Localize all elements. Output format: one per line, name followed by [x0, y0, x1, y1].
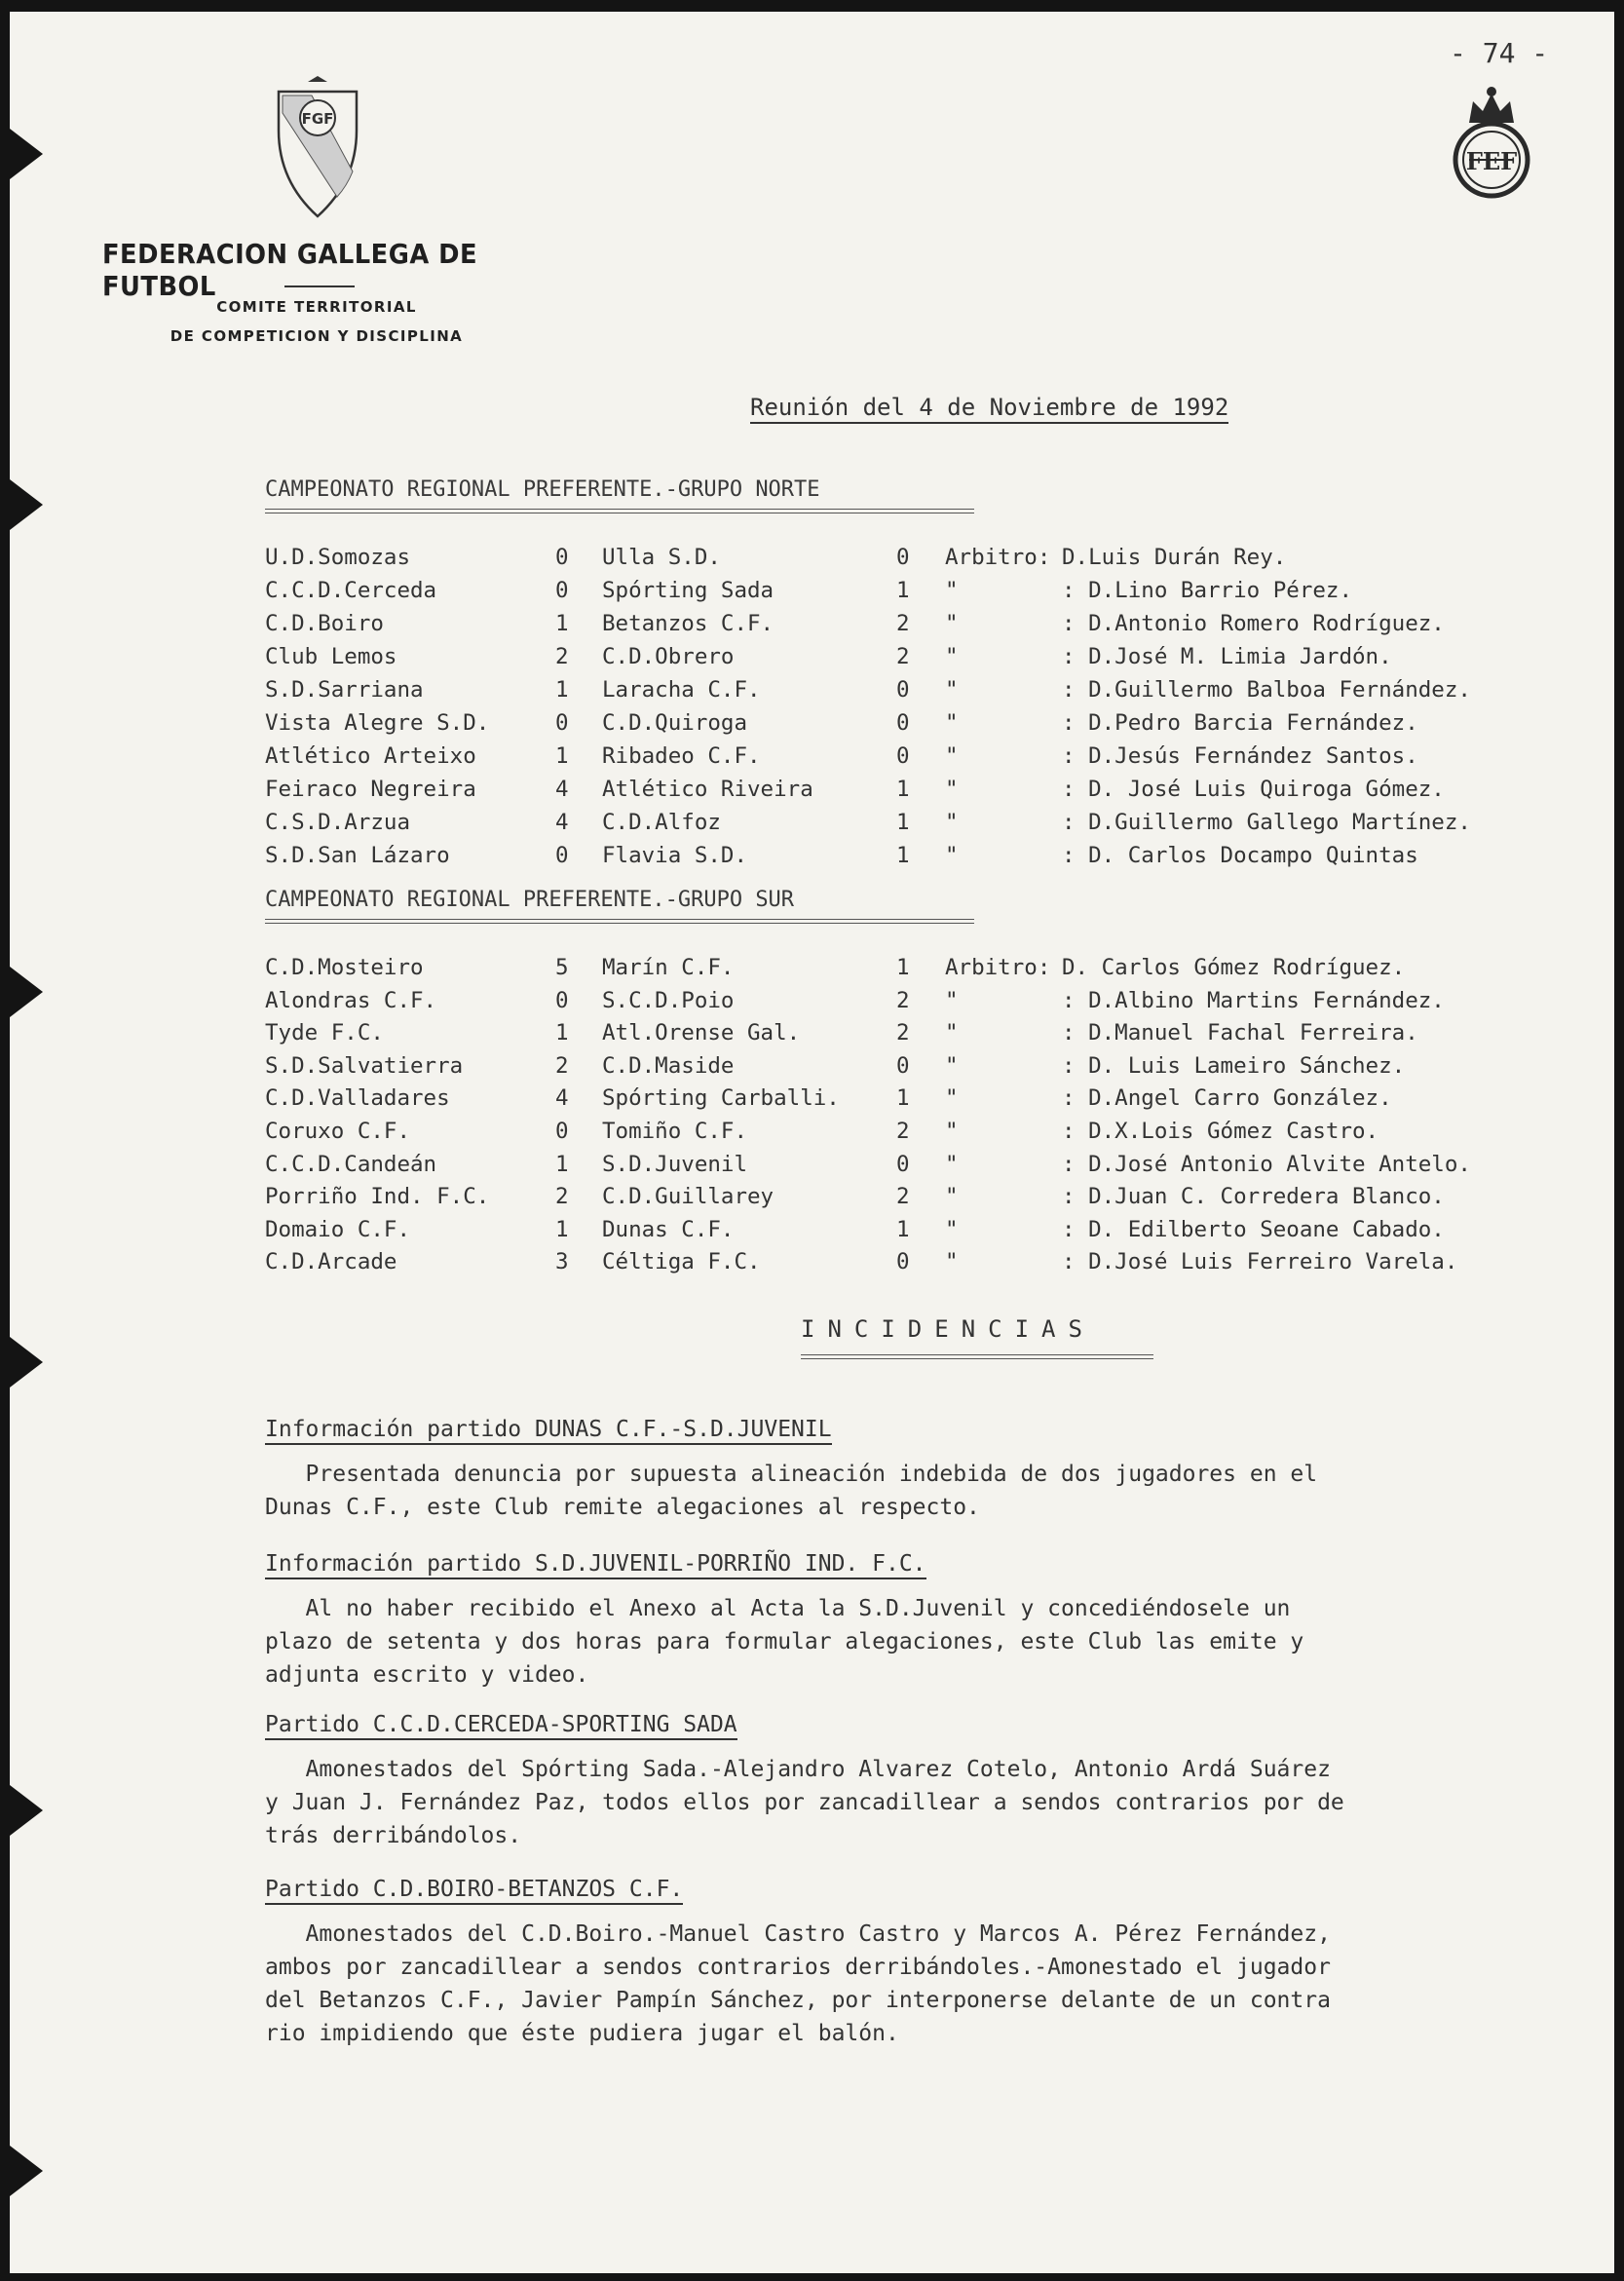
incident-text-line: trás derribándolos.: [265, 1823, 522, 1848]
arbitro-label: ": [945, 1216, 959, 1242]
away-team: Céltiga F.C.: [602, 1249, 761, 1275]
referee-name: D.Luis Durán Rey.: [1062, 545, 1287, 570]
away-team: C.D.Guillarey: [602, 1184, 774, 1210]
home-score: 1: [555, 1151, 569, 1177]
home-team: C.C.D.Cerceda: [265, 578, 437, 603]
home-team: C.D.Mosteiro: [265, 955, 424, 980]
away-score: 1: [896, 843, 910, 868]
torn-edge: [10, 967, 43, 1017]
home-team: C.D.Arcade: [265, 1249, 397, 1275]
referee-name: : D.Juan C. Corredera Blanco.: [1062, 1184, 1445, 1210]
torn-edge: [10, 479, 43, 530]
header-divider: [284, 285, 355, 287]
home-score: 2: [555, 1184, 569, 1210]
incident-heading: Información partido DUNAS C.F.-S.D.JUVENIL: [265, 1417, 832, 1445]
referee-name: : D.Manuel Fachal Ferreira.: [1062, 1020, 1418, 1046]
referee-name: : D.Jesús Fernández Santos.: [1062, 743, 1418, 769]
home-score: 0: [555, 710, 569, 736]
away-score: 0: [896, 1249, 910, 1275]
incident-text-line: rio impidiendo que éste pudiera jugar el balón.: [265, 2021, 899, 2046]
home-team: Alondras C.F.: [265, 987, 437, 1013]
home-score: 4: [555, 810, 569, 835]
federation-name: FEDERACION GALLEGA DE FUTBOL: [102, 238, 478, 302]
home-score: 1: [555, 743, 569, 769]
home-score: 1: [555, 611, 569, 636]
away-team: Spórting Sada: [602, 578, 774, 603]
home-team: S.D.Salvatierra: [265, 1052, 464, 1079]
home-team: U.D.Somozas: [265, 545, 411, 570]
incident-text-line: adjunta escrito y video.: [265, 1662, 589, 1688]
referee-name: : D. Luis Lameiro Sánchez.: [1062, 1052, 1406, 1079]
arbitro-label: ": [945, 1184, 959, 1210]
away-score: 1: [896, 1085, 910, 1112]
away-team: Spórting Carballi.: [602, 1085, 840, 1112]
home-team: C.C.D.Candeán: [265, 1151, 437, 1177]
away-score: 2: [896, 1184, 910, 1210]
referee-name: : D. José Luis Quiroga Gómez.: [1062, 777, 1445, 802]
home-score: 0: [555, 578, 569, 603]
home-score: 0: [555, 545, 569, 570]
referee-name: : D.José M. Limia Jardón.: [1062, 644, 1392, 669]
away-score: 2: [896, 644, 910, 669]
logo-monogram: FGF: [301, 110, 334, 128]
referee-name: : D.José Luis Ferreiro Varela.: [1062, 1249, 1458, 1275]
referee-name: : D.Albino Martins Fernández.: [1062, 987, 1445, 1013]
crest-monogram: FEF: [1465, 147, 1518, 175]
away-team: Atlético Riveira: [602, 777, 813, 802]
incident-text-line: y Juan J. Fernández Paz, todos ellos por zancadillear a sendos contrarios por de: [265, 1790, 1344, 1815]
incident-text-line: ambos por zancadillear a sendos contrarios derribándoles.-Amonestado el jugador: [265, 1955, 1331, 1980]
referee-name: : D.José Antonio Alvite Antelo.: [1062, 1151, 1471, 1177]
home-team: Porriño Ind. F.C.: [265, 1184, 490, 1210]
arbitro-label: ": [945, 987, 959, 1013]
referee-name: : D.Pedro Barcia Fernández.: [1062, 710, 1418, 736]
arbitro-label: ": [945, 710, 959, 736]
away-score: 0: [896, 1151, 910, 1177]
away-team: Atl.Orense Gal.: [602, 1020, 801, 1046]
home-score: 1: [555, 1216, 569, 1242]
arbitro-label: ": [945, 743, 959, 769]
incident-heading: Información partido S.D.JUVENIL-PORRIÑO IND. F.C.: [265, 1551, 926, 1579]
away-team: S.C.D.Poio: [602, 987, 735, 1013]
home-team: Domaio C.F.: [265, 1216, 411, 1242]
away-score: 1: [896, 1216, 910, 1242]
home-score: 1: [555, 1020, 569, 1046]
committee-line-1: COMITE TERRITORIAL: [216, 298, 417, 316]
arbitro-label: Arbitro:: [945, 545, 1051, 570]
away-score: 0: [896, 743, 910, 769]
away-team: Marín C.F.: [602, 955, 735, 980]
away-score: 1: [896, 955, 910, 980]
away-score: 0: [896, 1052, 910, 1079]
away-team: S.D.Juvenil: [602, 1151, 748, 1177]
away-team: Flavia S.D.: [602, 843, 748, 868]
arbitro-label: ": [945, 1249, 959, 1275]
incident-text-line: Al no haber recibido el Anexo al Acta la S.D.Juvenil y concediéndosele un: [265, 1596, 1291, 1621]
incident-text-line: del Betanzos C.F., Javier Pampín Sánchez, por interponerse delante de un contra: [265, 1988, 1331, 2013]
double-rule: [801, 1354, 1153, 1359]
home-team: Vista Alegre S.D.: [265, 710, 490, 736]
away-team: C.D.Maside: [602, 1052, 735, 1079]
referee-name: D. Carlos Gómez Rodríguez.: [1062, 955, 1406, 980]
arbitro-label: ": [945, 777, 959, 802]
away-team: C.D.Obrero: [602, 644, 735, 669]
home-team: S.D.San Lázaro: [265, 843, 450, 868]
away-score: 1: [896, 578, 910, 603]
section-title-norte: CAMPEONATO REGIONAL PREFERENTE.-GRUPO NORTE: [265, 477, 820, 502]
meeting-title: Reunión del 4 de Noviembre de 1992: [750, 394, 1228, 424]
incident-text-line: Amonestados del C.D.Boiro.-Manuel Castro Castro y Marcos A. Pérez Fernández,: [265, 1921, 1331, 1947]
away-team: Tomiño C.F.: [602, 1119, 748, 1144]
referee-name: : D.Lino Barrio Pérez.: [1062, 578, 1353, 603]
home-score: 0: [555, 1119, 569, 1144]
home-score: 2: [555, 1052, 569, 1079]
arbitro-label: ": [945, 611, 959, 636]
arbitro-label: Arbitro:: [945, 955, 1051, 980]
away-score: 2: [896, 987, 910, 1013]
arbitro-label: ": [945, 1151, 959, 1177]
home-team: Feiraco Negreira: [265, 777, 476, 802]
arbitro-label: ": [945, 578, 959, 603]
home-score: 0: [555, 843, 569, 868]
away-score: 0: [896, 710, 910, 736]
incident-heading: Partido C.D.BOIRO-BETANZOS C.F.: [265, 1877, 683, 1905]
incident-text-line: Dunas C.F., este Club remite alegaciones al respecto.: [265, 1495, 980, 1520]
away-team: C.D.Quiroga: [602, 710, 748, 736]
arbitro-label: ": [945, 644, 959, 669]
federation-shield-logo: [273, 74, 362, 220]
incidencias-title: INCIDENCIAS: [801, 1315, 1095, 1343]
away-team: Dunas C.F.: [602, 1216, 735, 1242]
home-score: 4: [555, 777, 569, 802]
home-team: Atlético Arteixo: [265, 743, 476, 769]
away-score: 0: [896, 677, 910, 703]
torn-edge: [10, 129, 43, 179]
home-team: Tyde F.C.: [265, 1020, 384, 1046]
away-score: 0: [896, 545, 910, 570]
home-score: 1: [555, 677, 569, 703]
arbitro-label: ": [945, 810, 959, 835]
home-team: S.D.Sarriana: [265, 677, 424, 703]
incident-text-line: Presentada denuncia por supuesta alineación indebida de dos jugadores en el: [265, 1462, 1318, 1487]
home-score: 5: [555, 955, 569, 980]
home-team: Club Lemos: [265, 644, 397, 669]
section-title-sur: CAMPEONATO REGIONAL PREFERENTE.-GRUPO SUR: [265, 888, 795, 912]
referee-name: : D.Guillermo Gallego Martínez.: [1062, 810, 1471, 835]
away-team: Laracha C.F.: [602, 677, 761, 703]
incident-text-line: plazo de setenta y dos horas para formular alegaciones, este Club las emite y: [265, 1629, 1304, 1654]
referee-name: : D.X.Lois Gómez Castro.: [1062, 1119, 1379, 1144]
incident-heading: Partido C.C.D.CERCEDA-SPORTING SADA: [265, 1712, 737, 1740]
page-number: - 74 -: [1450, 37, 1549, 69]
double-rule: [265, 919, 974, 924]
referee-name: : D. Carlos Docampo Quintas: [1062, 843, 1418, 868]
arbitro-label: ": [945, 1020, 959, 1046]
home-team: Coruxo C.F.: [265, 1119, 411, 1144]
arbitro-label: ": [945, 677, 959, 703]
referee-name: : D.Angel Carro González.: [1062, 1085, 1392, 1112]
away-team: Ribadeo C.F.: [602, 743, 761, 769]
home-score: 4: [555, 1085, 569, 1112]
home-score: 0: [555, 987, 569, 1013]
away-score: 1: [896, 777, 910, 802]
incident-text-line: Amonestados del Spórting Sada.-Alejandro Alvarez Cotelo, Antonio Ardá Suárez: [265, 1757, 1331, 1782]
document-page: [10, 12, 1614, 2273]
home-score: 3: [555, 1249, 569, 1275]
away-team: C.D.Alfoz: [602, 810, 721, 835]
home-team: C.D.Valladares: [265, 1085, 450, 1112]
away-team: Betanzos C.F.: [602, 611, 774, 636]
away-team: Ulla S.D.: [602, 545, 721, 570]
referee-name: : D.Guillermo Balboa Fernández.: [1062, 677, 1471, 703]
away-score: 2: [896, 611, 910, 636]
away-score: 1: [896, 810, 910, 835]
arbitro-label: ": [945, 1085, 959, 1112]
away-score: 2: [896, 1020, 910, 1046]
arbitro-label: ": [945, 1119, 959, 1144]
torn-edge: [10, 1337, 43, 1388]
referee-name: : D. Edilberto Seoane Cabado.: [1062, 1216, 1445, 1242]
away-score: 2: [896, 1119, 910, 1144]
referee-name: : D.Antonio Romero Rodríguez.: [1062, 611, 1445, 636]
home-score: 2: [555, 644, 569, 669]
arbitro-label: ": [945, 1052, 959, 1079]
torn-edge: [10, 1785, 43, 1836]
arbitro-label: ": [945, 843, 959, 868]
crown-crest-icon: [1450, 80, 1533, 201]
home-team: C.D.Boiro: [265, 611, 384, 636]
double-rule: [265, 509, 974, 513]
torn-edge: [10, 2146, 43, 2196]
home-team: C.S.D.Arzua: [265, 810, 411, 835]
committee-line-2: DE COMPETICION Y DISCIPLINA: [170, 327, 464, 345]
